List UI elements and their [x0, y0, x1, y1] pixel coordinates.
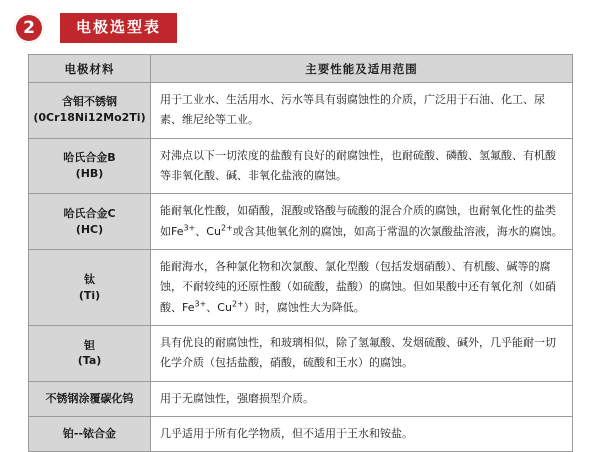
material-name: 哈氏合金C: [63, 206, 116, 220]
table-row: [29, 326, 573, 382]
material-code: (Ti): [78, 288, 101, 302]
material-name: 钽: [84, 338, 95, 352]
desc-superscript: 3+: [194, 299, 207, 309]
table-row: [29, 83, 573, 139]
cell-material: [29, 417, 151, 452]
cell-description: 几乎适用于所有化学物质，但不适用于王水和铵盐。: [151, 417, 573, 452]
material-name: 哈氏合金B: [63, 151, 116, 165]
material-code: (Ta): [77, 354, 102, 368]
table-row: [29, 194, 573, 250]
cell-description: 用于无腐蚀性，强磨损型介质。: [151, 381, 573, 416]
table-body: [29, 83, 573, 452]
material-code: (HC): [75, 222, 104, 236]
desc-part: ）时，腐蚀性大为降低。: [243, 300, 365, 314]
column-header-material: 电极材料: [29, 55, 151, 83]
cell-description: 具有优良的耐腐蚀性，和玻璃相似，除了氢氟酸、发烟硫酸、碱外，几乎能耐一切化学介质（包括盐酸，硝酸，硫酸和王水）的腐蚀。: [151, 326, 573, 382]
material-name: 铂--铱合金: [62, 427, 117, 441]
cell-description: 用于工业水、生活用水、污水等具有弱腐蚀性的介质，广泛用于石油、化工、尿素、维尼纶等工业。: [151, 83, 573, 139]
table-header-row: [29, 55, 573, 83]
cell-description: [151, 194, 573, 250]
desc-part: 能耐氧化性酸，如硝酸，混酸或铬酸与硫酸的混合介质的腐蚀，也耐氧化性的: [160, 204, 534, 218]
material-name: 含钼不锈钢: [62, 95, 117, 109]
table-row: [29, 138, 573, 194]
electrode-selection-table: [28, 54, 573, 452]
page-header: [0, 0, 600, 44]
cell-material: [29, 326, 151, 382]
cell-material: [29, 83, 151, 139]
desc-part: 、Cu: [195, 224, 221, 238]
desc-superscript: 3+: [183, 223, 196, 233]
desc-part: 或含其他氧化剂的腐蚀，如高于常温的次氯酸盐溶液，海水的腐蚀。: [232, 224, 563, 238]
cell-material: [29, 250, 151, 326]
electrode-selection-table-container: [28, 54, 573, 452]
table-row: [29, 381, 573, 416]
desc-superscript: 2+: [220, 223, 233, 233]
column-header-description: 主要性能及适用范围: [151, 55, 573, 83]
table-row: [29, 417, 573, 452]
table-row: [29, 250, 573, 326]
desc-part: 盐类如Fe: [160, 204, 556, 238]
section-number-badge: 2: [14, 13, 44, 43]
cell-material: [29, 381, 151, 416]
table-header: [29, 55, 573, 83]
cell-description: [151, 250, 573, 326]
cell-description: 对沸点以下一切浓度的盐酸有良好的耐腐蚀性，也耐硫酸、磷酸、氢氟酸、有机酸等非氧化酸、碱、非氧化盐液的腐蚀。: [151, 138, 573, 194]
material-code: (0Cr18Ni12Mo2Ti): [33, 111, 146, 125]
page-title: 电极选型表: [60, 13, 177, 43]
cell-material: [29, 138, 151, 194]
material-name: 钛: [84, 272, 95, 286]
desc-part: 能耐海水，各种氯化物和次氯酸、氯化型酸（包括发烟硝酸）、有机酸、碱等的腐蚀，不耐较纯的还原性酸（如硫酸，盐酸）的腐蚀。但如果酸中还有氧化剂（如硝酸、Fe: [160, 260, 556, 314]
material-code: (HB): [75, 167, 104, 181]
material-name: 不锈钢涂覆碳化钨: [45, 391, 134, 405]
desc-part: 、Cu: [206, 300, 232, 314]
desc-superscript: 2+: [231, 299, 244, 309]
cell-material: [29, 194, 151, 250]
